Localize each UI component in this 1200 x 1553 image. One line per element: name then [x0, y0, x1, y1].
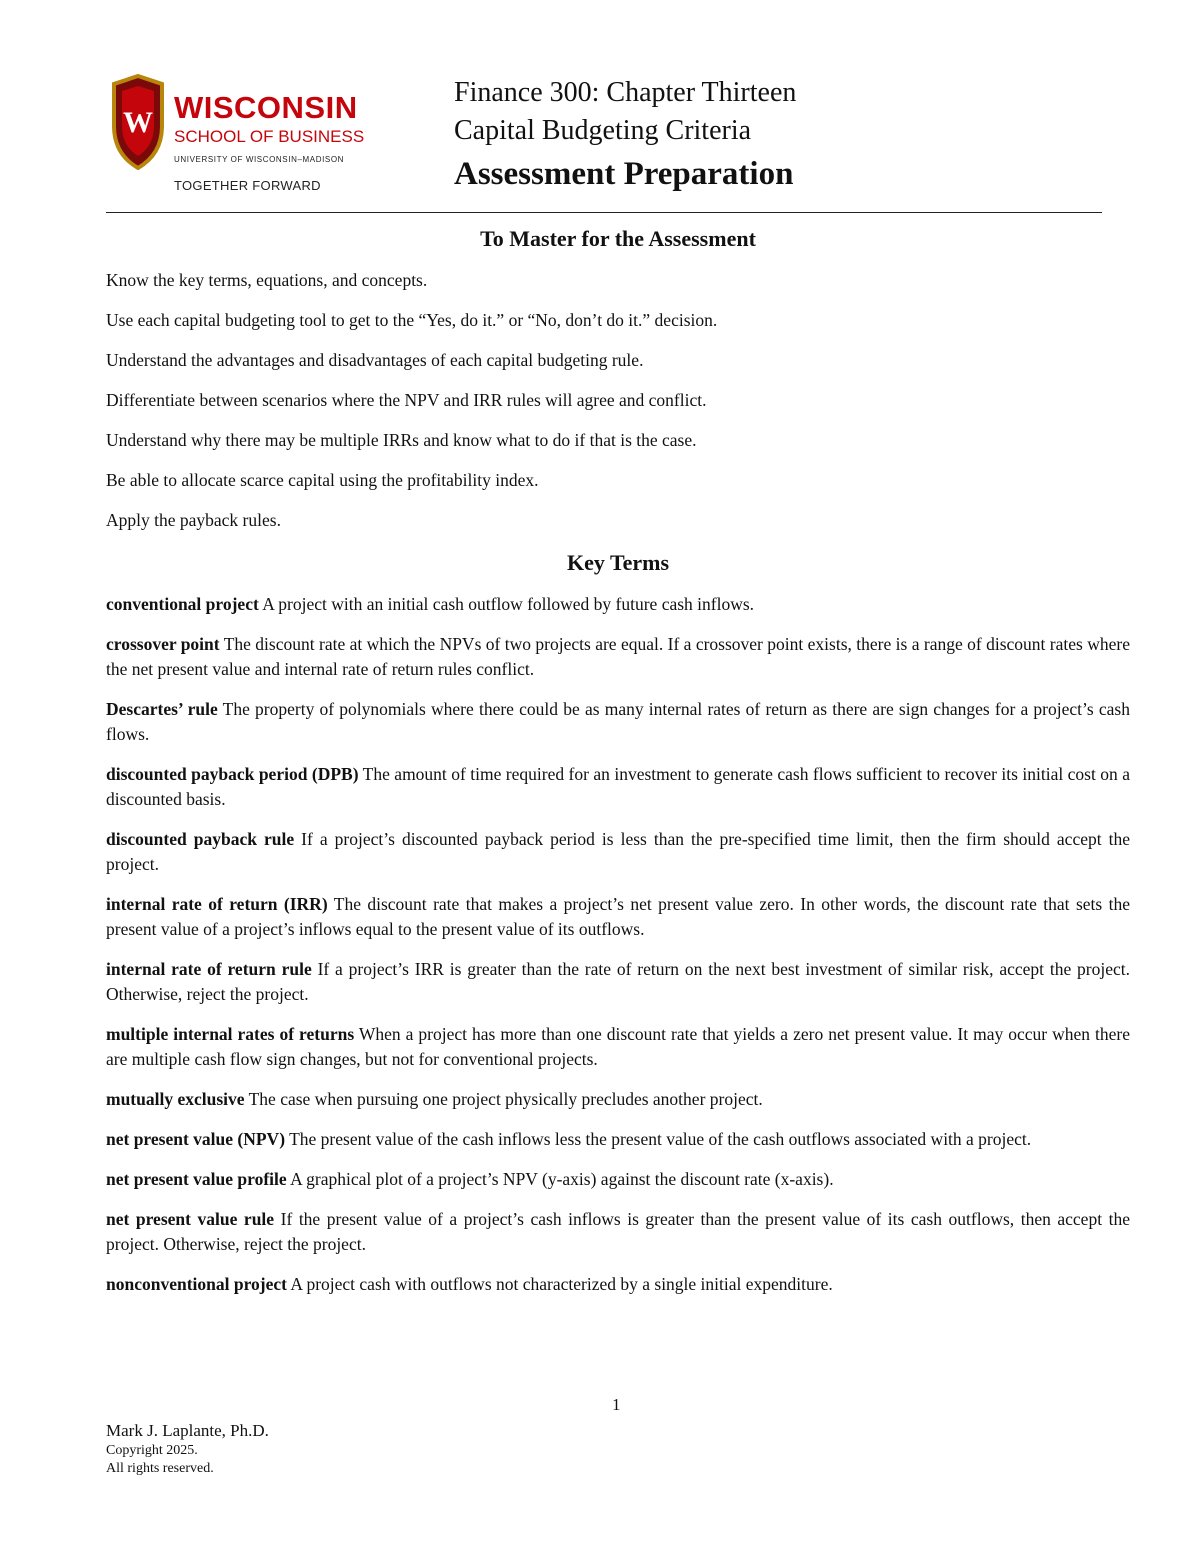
key-term-definition: A project cash with outflows not characterized by a single initial expenditure.	[287, 1274, 833, 1294]
copyright: Copyright 2025.	[106, 1443, 198, 1458]
key-term-definition: The property of polynomials where there could be as many internal rates of return as there are sign changes for a project’s cash flows.	[106, 699, 1130, 744]
logo-name: WISCONSIN	[174, 90, 358, 125]
master-section-title: To Master for the Assessment	[480, 226, 756, 251]
crest-icon	[108, 74, 168, 170]
key-term-name: discounted payback rule	[106, 829, 295, 849]
svg-text:W: W	[123, 106, 153, 139]
key-term-name: net present value (NPV)	[106, 1129, 286, 1149]
master-item: Understand why there may be multiple IRRs and know what to do if that is the case.	[106, 430, 697, 450]
main-content	[106, 224, 1130, 1312]
key-term	[106, 1127, 1130, 1152]
chapter-title: Capital Budgeting Criteria	[454, 115, 752, 146]
key-term	[106, 1167, 1130, 1192]
key-term-definition: The amount of time required for an investment to generate cash flows sufficient to recover its initial cost on a discounted basis.	[106, 764, 1130, 809]
key-term-definition: A project with an initial cash outflow followed by future cash inflows.	[258, 594, 755, 614]
key-term	[106, 827, 1130, 877]
logo-tagline: TOGETHER FORWARD	[174, 178, 321, 193]
key-term-name: net present value rule	[106, 1209, 275, 1229]
key-term	[106, 1272, 1130, 1297]
course-title: Finance 300: Chapter Thirteen	[454, 77, 797, 108]
key-term-definition: The case when pursuing one project physically precludes another project.	[244, 1089, 763, 1109]
key-term	[106, 1207, 1130, 1257]
key-term	[106, 1087, 1130, 1112]
wisconsin-logo	[108, 74, 380, 208]
key-term-definition: When a project has more than one discount rate that yields a zero net present value. It may occur when there are multiple cash flow sign changes, but not for conventional projects.	[106, 1024, 1131, 1069]
key-term	[106, 892, 1130, 942]
key-term-name: discounted payback period (DPB)	[106, 764, 359, 784]
key-term	[106, 762, 1130, 812]
page-number: 1	[612, 1395, 621, 1414]
key-terms-title: Key Terms	[566, 550, 670, 575]
master-item: Know the key terms, equations, and concepts.	[106, 270, 428, 290]
key-terms-list	[106, 592, 1130, 1297]
key-term-name: Descartes’ rule	[106, 699, 218, 719]
master-item: Be able to allocate scarce capital using the profitability index.	[106, 470, 539, 490]
key-term-name: conventional project	[106, 594, 259, 614]
author: Mark J. Laplante, Ph.D.	[106, 1421, 269, 1440]
rights: All rights reserved.	[106, 1461, 214, 1476]
key-term-name: internal rate of return rule	[106, 959, 312, 979]
key-term-name: mutually exclusive	[106, 1089, 245, 1109]
document-header	[454, 74, 796, 196]
key-term-name: nonconventional project	[106, 1274, 287, 1294]
key-term-definition: The discount rate at which the NPVs of two projects are equal. If a crossover point exists, there is a range of discount rates where the net present value and internal rate of return rules conflict.	[106, 634, 1130, 679]
footer	[106, 1420, 269, 1478]
logo-university: UNIVERSITY OF WISCONSIN–MADISON	[174, 155, 345, 164]
master-item: Use each capital budgeting tool to get to the “Yes, do it.” or “No, don’t do it.” decision.	[106, 310, 718, 330]
key-term	[106, 697, 1130, 747]
master-item: Understand the advantages and disadvantages of each capital budgeting rule.	[106, 350, 644, 370]
key-term-name: multiple internal rates of returns	[106, 1024, 355, 1044]
logo-school: SCHOOL OF BUSINESS	[174, 127, 365, 146]
key-term-definition: The discount rate that makes a project’s net present value zero. In other words, the discount rate that sets the present value of a project’s inflows equal to the present value of its outflows.	[106, 894, 1130, 939]
key-term-definition: If the present value of a project’s cash inflows is greater than the present value of its cash outflows, then accept the project. Otherwise, reject the project.	[106, 1209, 1130, 1254]
key-term-name: internal rate of return (IRR)	[106, 894, 328, 914]
header-divider	[106, 212, 1102, 213]
key-term	[106, 592, 1130, 617]
key-term-definition: The present value of the cash inflows less the present value of the cash outflows associated with a project.	[285, 1129, 1032, 1149]
master-list	[106, 268, 1130, 533]
key-term	[106, 1022, 1130, 1072]
key-term	[106, 957, 1130, 1007]
key-term-definition: If a project’s discounted payback period is less than the pre-specified time limit, then the firm should accept the project.	[106, 829, 1131, 874]
key-term	[106, 632, 1130, 682]
master-item: Differentiate between scenarios where the NPV and IRR rules will agree and conflict.	[106, 390, 707, 410]
document-title: Assessment Preparation	[454, 156, 794, 192]
key-term-name: net present value profile	[106, 1169, 287, 1189]
key-term-definition: A graphical plot of a project’s NPV (y-axis) against the discount rate (x-axis).	[286, 1169, 834, 1189]
master-item: Apply the payback rules.	[106, 510, 281, 530]
key-term-name: crossover point	[106, 634, 220, 654]
key-term-definition: If a project’s IRR is greater than the rate of return on the next best investment of similar risk, accept the project. Otherwise, reject the project.	[106, 959, 1131, 1004]
